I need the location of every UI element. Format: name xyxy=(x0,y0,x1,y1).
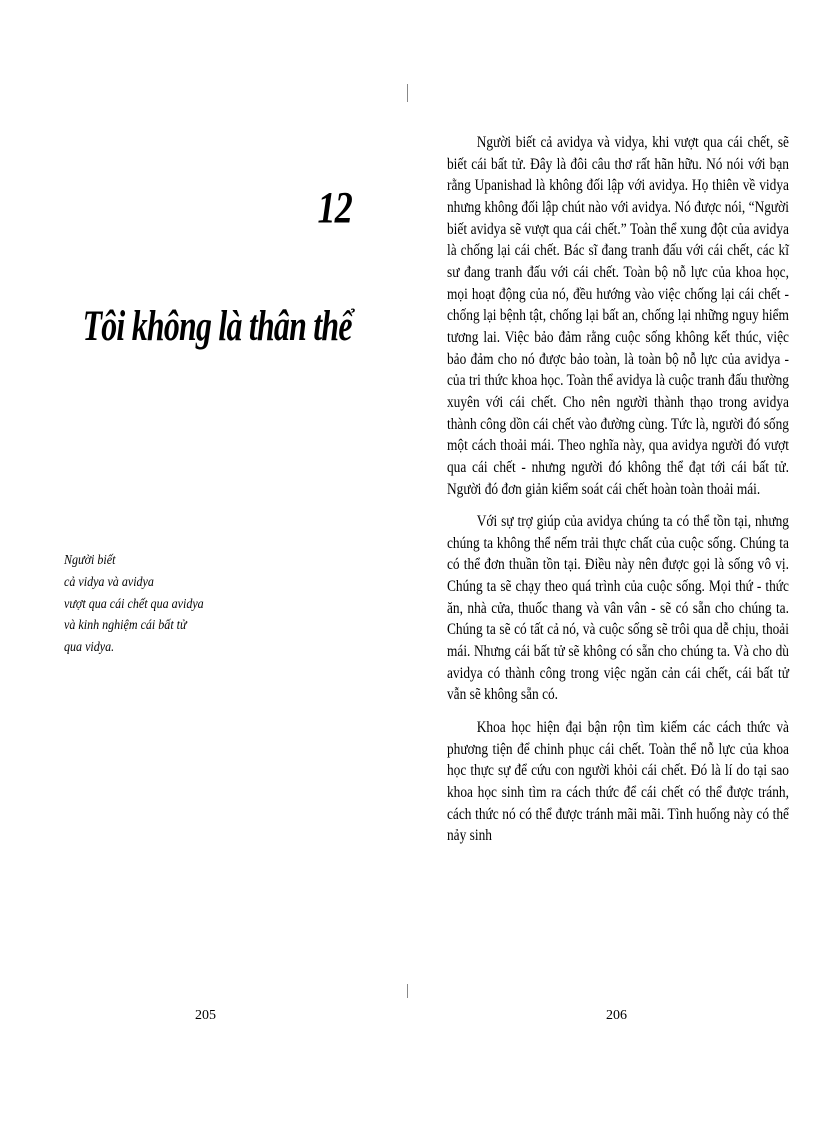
paragraph: Người biết cả avidya và vidya, khi vượt qua cái chết, sẽ biết cái bất tử. Đây là đôi câu thơ rất hãn hữu. Nó nói với bạn rằng Upanishad là không đối lập với avidya. Họ thiên về vidya nhưng không đối lập chút nào với avidya. Nó được nói, “Người biết avidya sẽ vượt qua cái chết.” Toàn thể xung đột của avidya là chống lại cái chết. Bác sĩ đang tranh đấu với cái chết, các kĩ sư đang tranh đấu với cái chết. Toàn bộ nỗ lực của khoa học, mọi hoạt động của nó, đều hướng vào việc chống lại cái chết - chống lại bệnh tật, chống lại bất an, chống lại những nguy hiểm tương lai. Việc bảo đảm rằng cuộc sống không kết thúc, việc bảo đảm cho nó được bảo toàn, là toàn bộ nỗ lực của avidya - của tri thức khoa học. Toàn thể avidya là cuộc tranh đấu thường xuyên với cái chết. Cho nên người thành thạo trong avidya thành công dồn cái chết vào đường cùng. Tức là, người đó sống một cách thoải mái. Theo nghĩa này, qua avidya người đó vượt qua cái chết - nhưng người đó không thể đạt tới cái bất tử. Người đó đơn giản kiểm soát cái chết hoàn toàn thoải mái. xyxy=(447,133,789,498)
epigraph-line: và kinh nghiệm cái bất tử xyxy=(64,618,187,634)
paragraph: Với sự trợ giúp của avidya chúng ta có thể tồn tại, nhưng chúng ta không thể nếm trải thực chất của cuộc sống. Chúng ta có thể đơn thuần tồn tại. Điều này nên được gọi là sống vô vị. Chúng ta sẽ chạy theo quá trình của cuộc sống. Mọi thứ - thức ăn, nhà cửa, thuốc thang và vân vân - sẽ có sẵn cho chúng ta. Chúng ta sẽ có tất cả nó, và cuộc sống sẽ trôi qua dễ chịu, thoải mái. Nhưng cái bất tử sẽ không có sẵn cho chúng ta. Và cho dù avidya có thành công trong việc ngăn cản cái chết, cái bất tử vẫn sẽ không sẵn có. xyxy=(447,512,789,704)
paragraph: Khoa học hiện đại bận rộn tìm kiếm các cách thức và phương tiện để chinh phục cái chết. Toàn thể nỗ lực của khoa học thực sự để cứu con người khỏi cái chết. Đó là lí do tại sao khoa học sinh tìm ra cách thức để cái chết có thể được tránh, cách thức nó có thể được tránh mãi mãi. Tình huống này có thể nảy sinh xyxy=(447,718,789,845)
epigraph xyxy=(64,550,324,659)
body-text xyxy=(447,132,789,858)
page-number-left: 205 xyxy=(195,1008,216,1023)
chapter-title: Tôi không là thân thể xyxy=(82,303,352,350)
epigraph-line: qua vidya. xyxy=(64,640,115,656)
chapter-number: 12 xyxy=(317,183,352,232)
epigraph-line: cả vidya và avidya xyxy=(64,574,154,590)
epigraph-line: Người biết xyxy=(64,553,116,568)
epigraph-line: vượt qua cái chết qua avidya xyxy=(64,596,204,612)
page-number-right: 206 xyxy=(606,1008,627,1023)
